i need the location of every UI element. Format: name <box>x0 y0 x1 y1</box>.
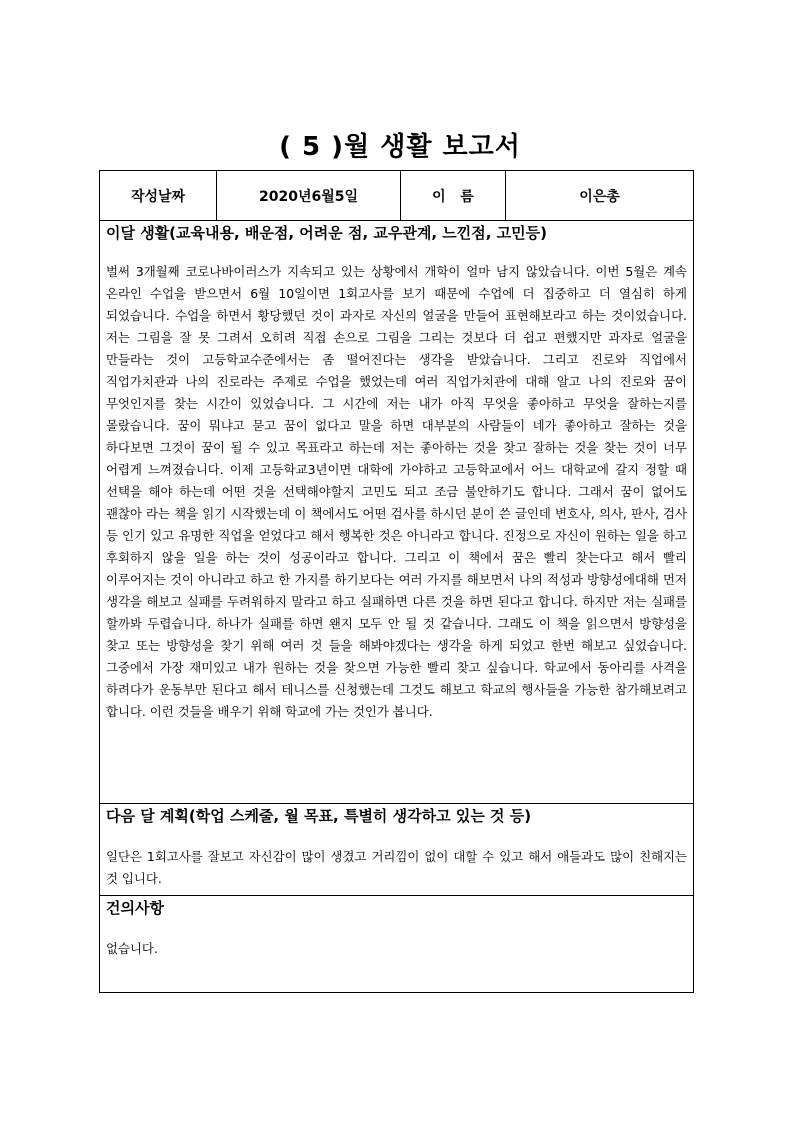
suggestions-body: 없습니다. <box>106 941 158 956</box>
name-value: 이은총 <box>579 188 620 205</box>
report-table <box>99 170 694 993</box>
suggestions-section <box>100 896 693 992</box>
next-month-plan-section <box>100 804 693 896</box>
name-label: 이 름 <box>401 171 506 220</box>
date-label: 작성날짜 <box>100 171 217 220</box>
next-month-plan-body: 일단은 1회고사를 잘보고 자신감이 많이 생겼고 거리낌이 없이 대할 수 있고 해서 애들과도 많이 친해지는 것 입니다. <box>106 849 687 886</box>
date-value: 2020년6월5일 <box>217 171 401 220</box>
suggestions-title: 건의사항 <box>106 899 164 917</box>
next-month-plan-title: 다음 달 계획(학업 스케줄, 월 목표, 특별히 생각하고 있는 것 등) <box>106 807 532 825</box>
page-title: ( 5 )월 생활 보고서 <box>279 132 521 162</box>
header-row <box>100 171 693 221</box>
monthly-life-body: 벌써 3개월째 코로나바이러스가 지속되고 있는 상황에서 개학이 얼마 남지 않았습니다. 이번 5월은 계속 온라인 수업을 받으면서 6월 10일이면 1회고사를 보기 때문에 수업에 더 집중하고 더 열심히 하게 되었습니다. 수업을 하면서 황당했던 것이 과자로 자신의 얼굴을 만들어 표현해보라고 하는 것이었습니다. 저는 그림을 잘 못 그려서 오히려 직접 손으로 그림을 그리는 것보다 더 쉽고 편했지만 과자로 얼굴을 만들라는 것이 고등학교수준에서는 좀 떨어진다는 생각을 받았습니다. 그리고 진로와 직업에서 직업가치관과 나의 진로라는 주제로 수업을 했었는데 여러 직업가치관에 대해 알고 나의 진로와 꿈이 무엇인지를 찾는 시간이 있었습니다. 그 시간에 저는 내가 아직 무엇을 좋아하고 무엇을 잘하는지를 몰랐습니다. 꿈이 뭐냐고 묻고 꿈이 없다고 말을 하면 대부분의 사람들이 네가 좋아하고 잘하는 것을 하다보면 그것이 꿈이 될 수 있고 목표라고 하는데 저는 좋아하는 것을 찾고 잘하는 것을 찾는 것이 너무 어렵게 느껴졌습니다. 이제 고등학교3년이면 대학에 가야하고 고등학교에서 어느 대학교에 갈지 정할 때 선택을 해야 하는데 어떤 것을 선택해야할지 고민도 되고 조금 불안하기도 합니다. 그래서 꿈이 없어도 괜찮아 라는 책을 읽기 시작했는데 이 책에서도 어떤 검사를 하시던 분이 쓴 글인데 변호사, 의사, 판사, 검사 등 인기 있고 유명한 직업을 얻었다고 해서 행복한 것은 아니라고 합니다. 진정으로 자신이 원하는 일을 하고 후회하지 않을 일을 하는 것이 성공이라고 합니다. 그리고 이 책에서 꿈은 빨리 찾는다고 해서 빨리 이루어지는 것이 아니라고 하고 한 가지를 하기보다는 여러 가지를 해보면서 나의 적성과 방향성에대해 먼저 생각을 해보고 실패를 두려워하지 말라고 하고 실패하면 다른 것을 하면 된다고 합니다. 하지만 저는 실패를 할까봐 두렵습니다. 하나가 실패를 하면 왠지 모두 안 될 것 같습니다. 그래도 이 책을 읽으면서 방향성을 찾고 또는 방향성을 찾기 위해 여러 것 들을 해봐야겠다는 생각을 하게 되었고 한번 해보고 싶었습니다. 그중에서 가장 재미있고 내가 원하는 것을 찾으면 가능한 빨리 찾고 싶습니다. 학교에서 동아리를 사격을 하려다가 운동부만 된다고 해서 테니스를 신청했는데 그것도 해보고 학교의 행사들을 가능한 참가해보려고 합니다. 이런 것들을 배우기 위해 학교에 가는 것인가 봅니다. <box>106 264 687 719</box>
monthly-life-section <box>100 221 693 804</box>
monthly-life-title: 이달 생활(교육내용, 배운점, 어려운 점, 교우관계, 느낀점, 고민등) <box>106 224 548 242</box>
